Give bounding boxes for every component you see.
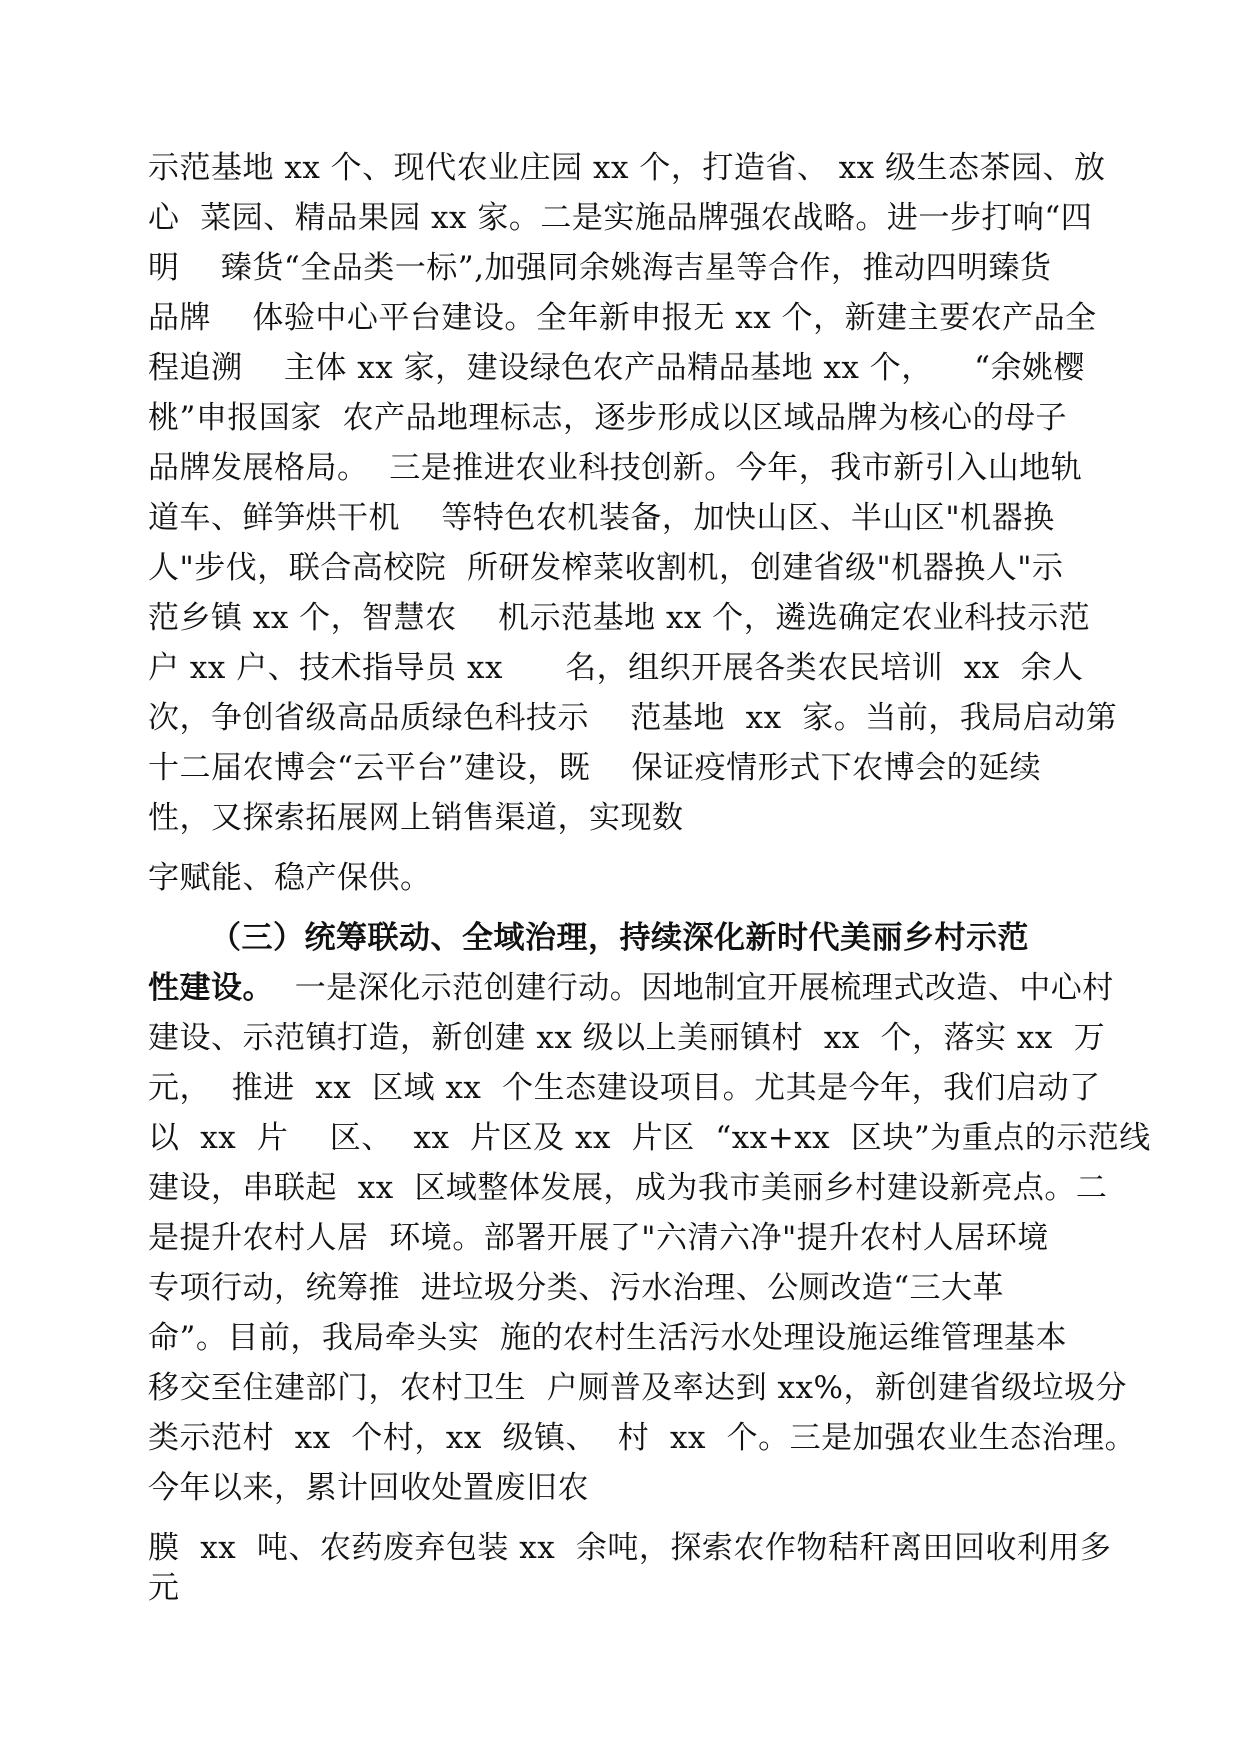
text-line: 类示范村 xx 个村，xx 级镇、 村 xx 个。三是加强农业生态治理。 bbox=[148, 1420, 1137, 1456]
section-text: 一是深化示范创建行动。因地制宜开展梳理式改造、中心村 bbox=[274, 970, 1114, 1006]
text-line: 膜 xx 吨、农药废弃包装 xx 余吨，探索农作物秸秆离田回收利用多 bbox=[148, 1530, 1112, 1566]
text-line: 心 菜园、精品果园 xx 家。二是实施品牌强农战略。进一步打响“四 bbox=[148, 200, 1093, 236]
text-line: 是提升农村人居 环境。部署开展了"六清六净"提升农村人居环境 bbox=[148, 1220, 1049, 1256]
text-line: 品牌 体验中心平台建设。全年新申报无 xx 个，新建主要农产品全 bbox=[148, 300, 1097, 336]
text-line: 以 xx 片 区、 xx 片区及 xx 片区 “xx+xx 区块”为重点的示范线 bbox=[148, 1120, 1151, 1156]
text-line: 示范基地 xx 个、现代农业庄园 xx 个，打造省、 xx 级生态茶园、放 bbox=[148, 150, 1106, 186]
text-line: 建设、示范镇打造，新创建 xx 级以上美丽镇村 xx 个，落实 xx 万 bbox=[148, 1020, 1106, 1056]
text-line: 道车、鲜笋烘干机 等特色农机装备，加快山区、半山区"机器换 bbox=[148, 500, 1055, 536]
text-line: 程追溯 主体 xx 家，建设绿色农产品精品基地 xx 个， “余姚樱 bbox=[148, 350, 1086, 386]
section-heading-line bbox=[148, 968, 1114, 1008]
text-line: 户 xx 户、技术指导员 xx 名，组织开展各类农民培训 xx 余人 bbox=[148, 650, 1084, 686]
text-line: 范乡镇 xx 个，智慧农 机示范基地 xx 个，遴选确定农业科技示范 bbox=[148, 600, 1091, 636]
text-line: 元， 推进 xx 区域 xx 个生态建设项目。尤其是今年，我们启动了 bbox=[148, 1070, 1101, 1106]
text-line: 专项行动，统筹推 进垃圾分类、污水治理、公厕改造“三大革 bbox=[148, 1270, 1005, 1306]
text-line: 元 bbox=[148, 1570, 180, 1606]
text-line: 十二届农博会“云平台”建设，既 保证疫情形式下农博会的延续 bbox=[148, 750, 1042, 786]
text-line: 次，争创省级高品质绿色科技示 范基地 xx 家。当前，我局启动第 bbox=[148, 700, 1118, 736]
text-line: 建设，串联起 xx 区域整体发展，成为我市美丽乡村建设新亮点。二 bbox=[148, 1170, 1108, 1206]
text-line: 人"步伐，联合高校院 所研发榨菜收割机，创建省级"机器换人"示 bbox=[148, 550, 1064, 586]
text-line: 命”。目前，我局牵头实 施的农村生活污水处理设施运维管理基本 bbox=[148, 1320, 1068, 1356]
text-line: 性，又探索拓展网上销售渠道，实现数 bbox=[148, 800, 684, 836]
text-line: 移交至住建部门，农村卫生 户厕普及率达到 xx%，新创建省级垃圾分 bbox=[148, 1370, 1127, 1406]
text-line: 字赋能、稳产保供。 bbox=[148, 860, 432, 896]
text-line: 品牌发展格局。 三是推进农业科技创新。今年，我市新引入山地轨 bbox=[148, 450, 1083, 486]
section-heading: （三）统筹联动、全域治理，持续深化新时代美丽乡村示范 bbox=[210, 920, 1029, 956]
text-line: 桃”申报国家 农产品地理标志，逐步形成以区域品牌为核心的母子 bbox=[148, 400, 1068, 436]
text-line: 今年以来，累计回收处置废旧农 bbox=[148, 1470, 589, 1506]
section-heading-continuation: 性建设。 bbox=[148, 970, 274, 1006]
text-line: 明 臻货“全品类一标”,加强同余姚海吉星等合作，推动四明臻货 bbox=[148, 250, 1052, 286]
